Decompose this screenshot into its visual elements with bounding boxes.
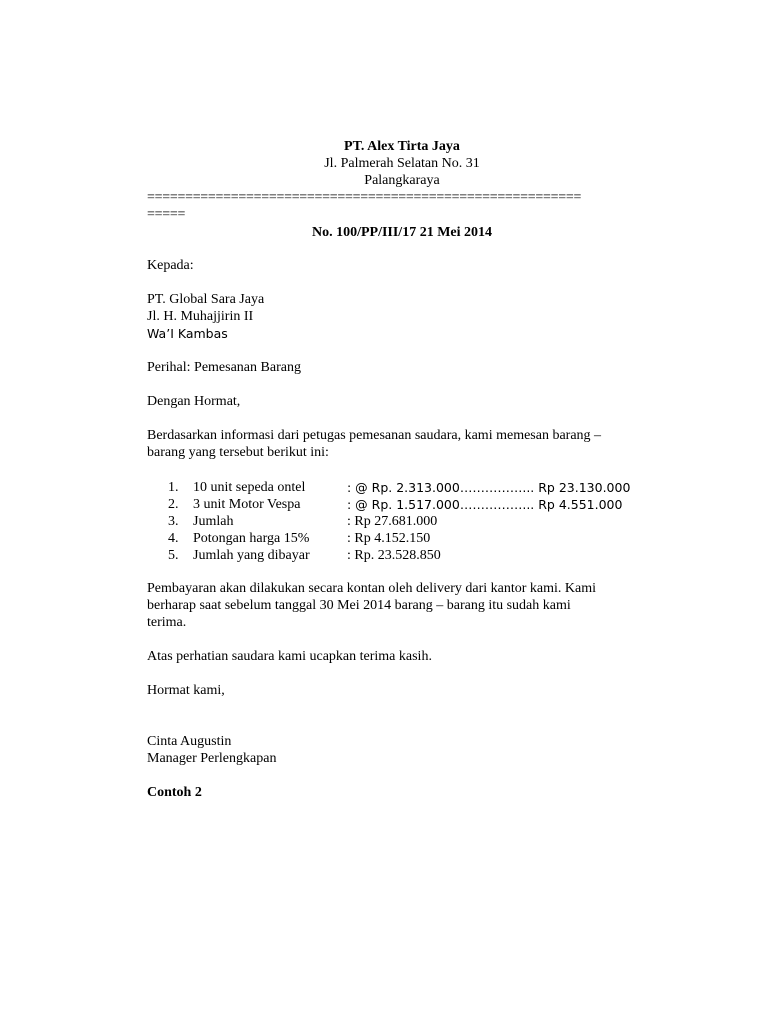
item-value: : Rp 4.152.150: [347, 531, 431, 546]
intro-line-2: barang yang tersebut berikut ini:: [147, 445, 329, 460]
item-description: 3 unit Motor Vespa: [193, 497, 301, 512]
letterhead-divider-tail: =====: [147, 207, 186, 222]
item-description: Potongan harga 15%: [193, 531, 310, 546]
company-city: Palangkaraya: [364, 173, 440, 188]
payment-line-3: terima.: [147, 615, 187, 630]
item-value: : @ Rp. 1.517.000……………... Rp 4.551.000: [347, 497, 623, 512]
reference-number: No. 100/PP/III/17 21 Mei 2014: [311, 225, 493, 240]
order-list: [147, 479, 657, 564]
item-description: Jumlah: [193, 514, 234, 529]
item-number: 4.: [168, 531, 179, 546]
greeting: Dengan Hormat,: [147, 394, 241, 409]
closing-line: Hormat kami,: [147, 683, 225, 698]
list-item: [147, 496, 657, 513]
item-number: 2.: [168, 497, 179, 512]
company-address: Jl. Palmerah Selatan No. 31: [324, 156, 480, 171]
list-item: [147, 547, 657, 564]
payment-line-1: Pembayaran akan dilakukan secara kontan oleh delivery dari kantor kami. Kami: [147, 581, 596, 596]
payment-line-2: berharap saat sebelum tanggal 30 Mei 2014 barang – barang itu sudah kami: [147, 598, 571, 613]
signer-title: Manager Perlengkapan: [147, 751, 277, 766]
company-name: PT. Alex Tirta Jaya: [344, 139, 460, 154]
item-number: 1.: [168, 480, 179, 495]
intro-line-1: Berdasarkan informasi dari petugas pemesanan saudara, kami memesan barang –: [147, 428, 602, 443]
item-value: : Rp. 23.528.850: [347, 548, 441, 563]
subject-line: Perihal: Pemesanan Barang: [147, 360, 301, 375]
recipient-place: Wa’I Kambas: [147, 326, 228, 341]
item-value: : Rp 27.681.000: [347, 514, 438, 529]
letterhead-divider: =========================================================: [147, 190, 582, 205]
item-description: 10 unit sepeda ontel: [193, 480, 306, 495]
list-item: [147, 513, 657, 530]
item-number: 3.: [168, 514, 179, 529]
recipient-heading: Kepada:: [147, 258, 194, 273]
example-label: Contoh 2: [147, 785, 202, 800]
recipient-name: PT. Global Sara Jaya: [147, 292, 265, 307]
list-item: [147, 479, 657, 496]
letter: [147, 138, 657, 801]
item-description: Jumlah yang dibayar: [193, 548, 310, 563]
signer-name: Cinta Augustin: [147, 734, 232, 749]
item-number: 5.: [168, 548, 179, 563]
recipient-street: Jl. H. Muhajjirin II: [147, 309, 254, 324]
thanks-line: Atas perhatian saudara kami ucapkan terima kasih.: [147, 649, 432, 664]
item-value: : @ Rp. 2.313.000……………... Rp 23.130.000: [347, 480, 631, 495]
list-item: [147, 530, 657, 547]
